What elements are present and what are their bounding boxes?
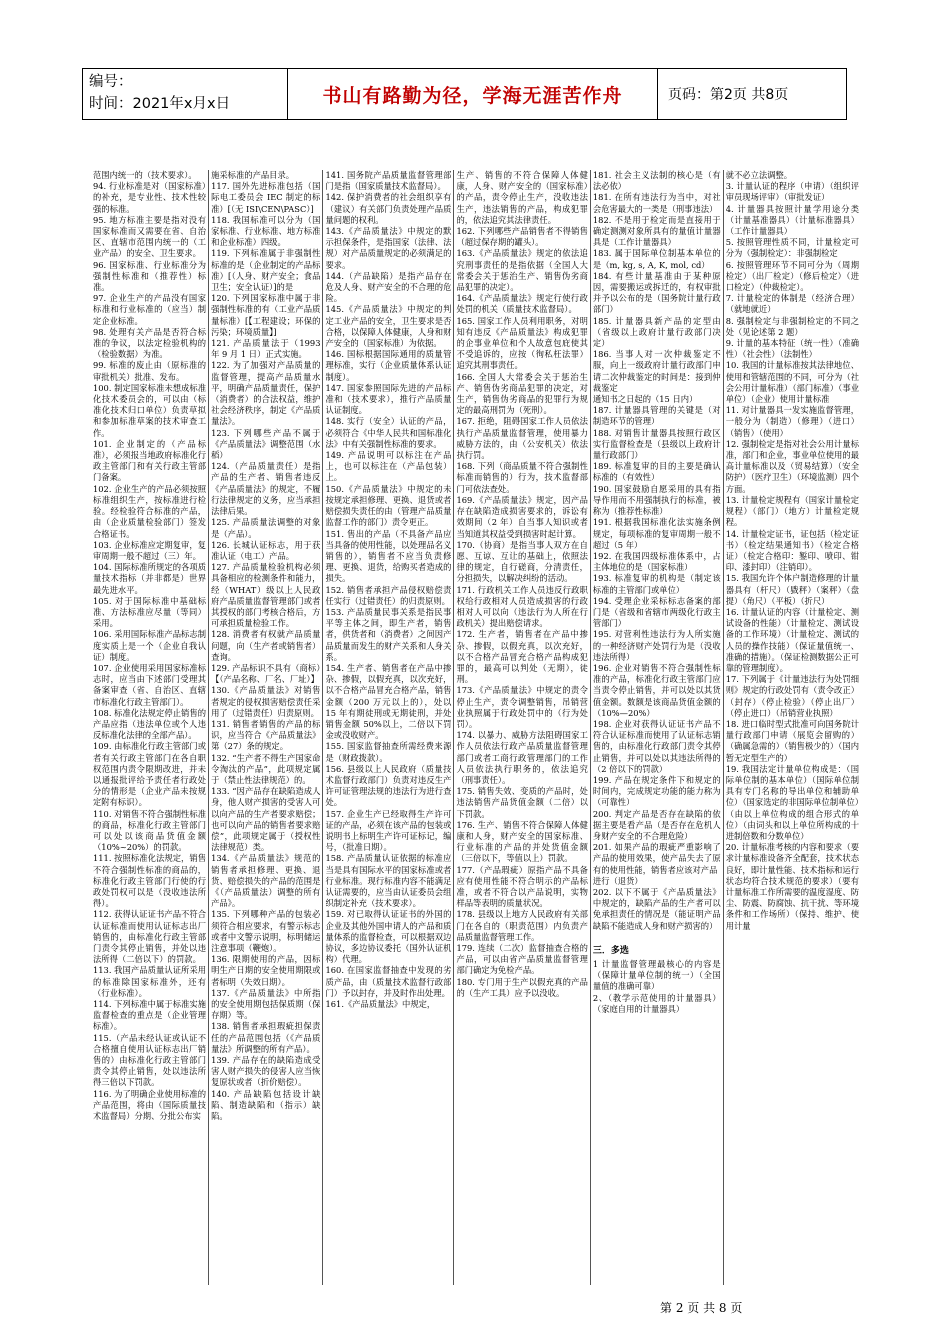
content-columns (91, 170, 861, 1285)
list-item: 152. 销售者承担产品侵权赔偿责任实行（过错责任）的归责原则。 (325, 584, 452, 606)
list-item: 168. 下列（商品质量不符合强制性标准而销售的）行为，技术监督部门可依法查处。 (456, 461, 588, 494)
list-item: 生产、销售的不符合保障人体健康，人身、财产安全的（国家标准）的产品，责令停止生产，没收违法生产，违法销售的产品，构成犯罪的，依法追究其法律责任。 (456, 170, 588, 225)
doc-number-label: 编号： (89, 74, 133, 90)
list-item: 126. 长城认证标志，用于获准认证（电工）产品。 (211, 539, 321, 561)
list-item: 144.（产品缺陷）是指产品存在危及人身、财产安全的不合理的危险。 (325, 270, 452, 304)
header-slogan: 书山有路勤为径，学海无涯苦作舟 (288, 69, 658, 119)
column-6 (723, 170, 861, 1285)
list-item: 146. 国标根据国际通用的质量管理标准，实行（企业质量体系认证制度）。 (325, 349, 452, 382)
list-item: 153. 产品质量民事关系是指民事平等主体之间，即生产者，销售者，供货者和（消费者）之间因产品质量而发生的财产关系和人身关系。 (325, 606, 452, 662)
section-title: 三．多选 (592, 945, 629, 956)
list-item: 121. 产品质量法于（1993 年 9 月 1 日）正式实施。 (211, 338, 321, 360)
list-item: 100. 制定国家标准未想成标准化技术委员会的，可以由（标准化技术归口单位）负责草拟和参加标准草案的技术审查工作。 (93, 382, 207, 438)
list-item: 202. 以下不属于《产品质量法》中规定的，缺陷产品的生产者可以免承担责任的情况是（能证明产品缺陷不能造成人身和财产损害的） (592, 887, 721, 931)
list-item: 106. 采用国际标准产品标志制度实质上是一个（企业自我认证）制度。 (93, 629, 207, 662)
list-item: 172. 生产者，销售者在产品中掺杂、掺假，以假充真，以次充好，以不合格产品冒充合格产品构成犯罪的，最高可以判处（无期），徒刑。 (456, 629, 588, 685)
list-item: 177.（产品瑕疵）原指产品不具备应有使用性能不符合明示的产品标准，或者不符合以产品说明，实物样品等表明的质量状况。 (456, 864, 588, 909)
list-item: 17. 下列属于《计量违法行为处罚细则》规定的行政处罚有（责令改正）（封存）（停止检验）（停止出厂）（停止进口）（吊销营业执照） (725, 674, 860, 718)
list-item: 就不必立法调整。 (725, 170, 793, 180)
list-item: 95. 地方标准主要是指对没有国家标准而又需要在省、自治区、直辖市范围内统一的（工业产品）的安全、卫生要求。 (93, 214, 207, 259)
list-item: 180. 专门用于生产以假充真的产品的（生产工具）应予以没收。 (456, 976, 588, 998)
list-item: 147. 国家参照国际先进的产品标准和（技术要求），推行产品质量认证制度。 (325, 382, 452, 416)
list-item: 127. 产品质量检验机构必须具备相应的检测条件和能力，经（WHAT）级以上人民政府产品质量监督管理部门或者其授权的部门考核合格后，方可承担质量检验工作。 (211, 562, 321, 629)
list-item: 15. 我国允许个体户制造修理的计量器具有（杆尺）（戥秤）（案秤）（盘提）（角尺）（平板）（折尺） (725, 573, 860, 606)
list-item: 119. 下列标准属于非强制性标准的是（企业制定的产品标准）[（人身、财产安全；食品卫生；安全认证）]的是 (211, 248, 321, 293)
list-item: 124.（产品质量责任）是指产品的生产者、销售者违反《产品质量法》的规定，不履行法律规定的义务，应当承担法律后果。 (211, 461, 321, 517)
list-item: 117. 国外先进标准包括（国际电工委员会 IEC 制定的标准）[（无 ISI\CEN\PASC）] (211, 181, 321, 214)
list-item: 137.《产品质量法》中所指的安全使用期包括保质期（保存期）等。 (211, 987, 321, 1021)
list-item: 181. 在所有违法行为当中，对社会危害最大的一类是（刑事违法） (592, 192, 721, 214)
list-item: 198. 企业对获得认证证书产品不符合认证标准而使用了认证标志销售的，由标准化行政部门责令其停止销售，并可以处以其违法所得的（2 倍以下的罚款） (592, 718, 721, 774)
list-item: 101. 企业制定的（产品标准），必须报当地政府标准化行政主管部门和有关行政主管部门备案。 (93, 438, 207, 483)
list-item: 155. 国家监督抽查所需经费来源是（财政拨款）。 (325, 741, 452, 763)
list-item: 114. 下列标准中属于标准实施监督检查的重点是（企业管理标准）。 (93, 999, 207, 1032)
list-item: 188. 对销售计量器具按照行政区实行监督检查是（县级以上政府计量行政部门） (592, 427, 721, 461)
column-5-items (593, 170, 721, 932)
list-item: 102. 企业生产的产品必须按照标准组织生产，按标准进行检验。经检验符合标准的产品，由（企业质量检验部门）签发合格证书。 (93, 483, 207, 539)
column-5 (590, 170, 723, 1285)
list-item: 170.（协商）是指当事人双方在自愿、互谅、互让的基础上，依照法律的规定，自行磋商，分清责任，分担损失，以解决纠纷的活动。 (456, 539, 588, 584)
list-item: 19. 我国法定计量单位构成是：（国际单位制的基本单位）（国际单位制具有专门名称的导出单位和辅助单位）（国家选定的非国际单位制单位）（由以上单位构成的组合形式的单位）（由词头和以上单位所构成的十进制倍数和分数单位） (725, 763, 860, 841)
list-item: 199. 产品在规定条件下和规定的时间内，完成规定功能的能力称为（可靠性） (592, 774, 721, 808)
column-1 (91, 170, 208, 1285)
list-item: 129. 产品标识不具有（商标）【（产品名称、厂名、厂址）】 (211, 662, 321, 685)
list-item: 190. 国家鼓励自愿采用的具有指导作用而不用强制执行的标准，被称为（推荐性标准） (592, 483, 721, 517)
list-item: 142. 保护消费者的社会组织享有（建议）有关部门负责处理产品质量问题的权利。 (325, 192, 452, 225)
list-item: 135. 下列哪种产品的包装必须符合相应要求，有警示标志或者中文警示说明，标明储运注意事项（鞭炮）。 (211, 909, 321, 954)
column-4 (453, 170, 589, 1285)
list-item: 通知书之日起的（15 日内） (592, 394, 698, 405)
list-item: 131. 销售者销售的产品的标识，应当符合《产品质量法》第（27）条的规定。 (211, 718, 321, 752)
list-item: 176. 生产、销售不符合保障人体健康和人身，财产安全的国家标准、行业标准的产品的并处货值金额（三倍以下，等值以上）罚款。 (456, 819, 588, 864)
list-item: 110. 对销售不符合强制性标准的商品，标准化行政主管部门可以处以该商品货值金额（10%~20%）的罚款。 (93, 808, 207, 853)
list-item: 157. 企业生产已经取得生产许可证的产品，必须在该产品的包装或说明书上标明生产许可证标记，编号，（批准日期）。 (325, 808, 452, 853)
list-item: 181. 社会主义法制的核心是（有法必依） (592, 170, 721, 192)
list-item: 5. 按照管理性质不同，计量检定可分为（强制检定）：非强制检定 (725, 237, 860, 259)
list-item: 138. 销售者承担瑕疵担保责任的产品范围包括（《产品质量法》所调整的所有产品）。 (211, 1021, 321, 1054)
list-item: 160. 在国家监督抽查中发现的劣质产品，由（质量技术监督行政部门）予以封存，并及时作出处理。 (325, 965, 452, 998)
list-item: 18. 进口临时型式批准可向国务院计量行政部门申请（展览会留购的）（确属急需的）（销售极少的）（国内暂无定型生产的） (725, 718, 860, 763)
list-item: 159. 对已取得认证证书的外国的企业及其他外国申请人的产品和质量体系的监督检查，可以根据双边协议，多边协议委托（国外认证机构）代理。 (325, 909, 452, 965)
list-item: 116. 为了明确企业使用标准的产品范围，将由（国际质量技术监督局）分期、分批公布实 (93, 1088, 207, 1122)
list-item: 201. 如果产品的瑕疵严重影响了产品的使用效果，使产品失去了原有的使用性能，销售者应该对产品 (592, 842, 721, 875)
list-item: 186. 当事人对一次仲裁鉴定不服，向上一级政府计量行政部门申请二次仲裁鉴定的时间是：接到仲裁鉴定 (592, 349, 721, 393)
list-item: 120. 下列国家标准中属于非强制性标准的有（工业产品质量标准）[【工程建设；环保的污染；环境质量】] (211, 293, 321, 337)
column-3 (322, 170, 453, 1285)
list-item: 111. 按照标准化法规定，销售不符合强制性标准的商品的，标准化行政主管部门行使的行政处罚权可以是（没收违法所得）。 (93, 853, 207, 909)
list-item: 173.《产品质量法》中规定的责令停止生产，责令调整销售，吊销营业执照属于行政处罚中的（行为处罚）。 (456, 685, 588, 729)
list-item: 99. 标准的废止由（原标准的审批机关）批准、发布。 (93, 360, 207, 382)
list-item: 150.《产品质量法》中规定的未按规定承担修理、更换、退货或者赔偿损失责任的由（管理产品质量监督工作的部门）责令更正。 (325, 483, 452, 528)
list-item: 98. 处理有关产品是否符合标准的争议，以法定检验机构的（检验数据）为准。 (93, 326, 207, 360)
list-item: 96. 国家标准、行业标准分为强制性标准和（推荐性）标准。 (93, 259, 207, 293)
column-2 (208, 170, 322, 1285)
list-item: 11. 对计量器具一发实施监督管理，一般分为（制造）（修理）（进口）（销售）（使用） (725, 405, 860, 438)
list-item: 130.《产品质量法》对销售者规定的侵权损害赔偿责任采用了（过错责任）归责原则。 (211, 685, 321, 718)
list-item: 108. 标准化法规定停止销售的产品应指（违法单位或个人违反标准化法律的全部产品）。 (93, 707, 207, 741)
list-item: 97. 企业生产的产品没有国家标准和行业标准的（应当）制定企业标准。 (93, 293, 207, 326)
list-item: 134.《产品质量法》规范的销售者承担修理、更换、退货、赔偿损失的产品的范围是《（产品质量法）调整的所有产品》。 (211, 853, 321, 909)
list-item: 109. 由标准化行政主管部门或者有关行政主管部门在各自职权范围内责令限期改进，并未以通报批评给予责任者行政处分的情形是（企业产品未按规定附有标识）。 (93, 741, 207, 808)
list-item: 6. 按照管理环节不同可分为（周期检定）（出厂检定）（修后检定）（进口检定）（仲裁检定）。 (725, 259, 860, 293)
list-item: 139. 产品存在的缺陷造成受害人财产损失的侵害人应当恢复原状或者（折价赔偿）。 (211, 1055, 321, 1088)
list-item: 118. 我国标准可以分为（国家标准、行业标准、地方标准和企业标准）四级。 (211, 214, 321, 248)
list-item: 165. 国家工作人员利用职务，对明知有违反《产品质量法》构成犯罪的企事业单位和个人故意包庇使其不受追诉的，应按（徇私枉法罪）追究其刑事责任。 (456, 315, 588, 371)
list-item: 105. 对于国际标准中基础标准、方法标准应尽量（等同）采用。 (93, 595, 207, 629)
list-item: 141. 国务院产品质量监督管理部门是指（国家质量技术监督局）。 (325, 170, 452, 192)
header-meta (83, 69, 288, 119)
list-item: 149. 产品说明可以标注在产品上，也可以标注在（产品包装）上。 (325, 450, 452, 483)
list-item: 103. 企业标准应定期复审，复审周期一般不超过（三）年。 (93, 539, 207, 561)
list-item: 14. 计量检定证书，证包括（检定证书）（检定结果通知书）（检定合格证）（检定合格印：錾印、喷印、钳印、漆封印）（注销印）。 (725, 528, 860, 573)
list-item: 174. 以暴力、威胁方法阻碍国家工作人员依法行政产品质量监督管理部门或者工商行政管理部门的工作人员依法执行职务的，依法追究（刑事责任）。 (456, 730, 588, 785)
list-item: 189. 标准复审的目的主要是确认标准的（有效性） (592, 461, 721, 483)
list-item: 132. “生产者不得生产国家命令淘汰的产品”，此项规定属于（禁止性法律规范）的。 (211, 752, 321, 785)
list-item: 113. 我国产品质量认证所采用的标准除国家标准外，还有（行业标准）。 (93, 965, 207, 998)
list-item: 107. 企业使用采用国家标准标志时，应当由下述部门受理其备案审查（省、自治区、直辖市标准化行政主管部门）。 (93, 662, 207, 707)
list-item: 196. 企业对销售不符合强制性标准的产品，标准化行政主管部门应当责令停止销售，并可以处以其货值金额。数额是该商品货值金额的（10%—20%） (592, 662, 721, 718)
list-item: 192. 在我国四级标准体系中，占主体地位的是（国家标准） (592, 550, 721, 573)
list-item: 175. 销售失效、变质的产品时，处违法销售产品货值金额（二倍）以下罚款。 (456, 786, 588, 819)
list-item: 193. 标准复审的机构是（制定该标准的主管部门或单位） (592, 573, 721, 595)
list-item: 13. 计量检定规程有（国家计量检定规程）（部门）（地方）计量检定规程。 (725, 494, 860, 528)
list-item: 158. 产品质量认证依据的标准应当是具有国际水平的国家标准或者行业标准。现行标准内容不能满足认证需要的，应当由认证委员会组织制定补充（技术要求）。 (325, 853, 452, 909)
list-item: 1 计量监督管理最核心的内容是（保障计量单位制的统一）（全国量值的准确可靠） (592, 959, 721, 992)
list-item: 122. 为了加强对产品质量的监督管理，提高产品质量水平，明确产品质量责任，保护（消费者）的合法权益，维护社会经济秩序，制定《产品质量法》。 (211, 360, 321, 427)
list-item: 9. 计量的基本特征（统一性）（准确性）（社会性）（法制性） (725, 338, 860, 360)
list-item: 施采标准的产品目录。 (211, 170, 295, 180)
time-label: 时间：2021年x月x日 (89, 96, 231, 112)
list-item: 4. 计量器具按照计量学用途分类（计量基准器具）（计量标准器具）（工作计量器具） (725, 203, 860, 237)
list-item: 185. 计量器具新产品的定型由（省级以上政府计量行政部门决定） (592, 315, 721, 349)
list-item: 20. 计量标准考核的内容和要求（要求计量标准设备齐全配套，技术状态良好，即计量性能、技术指标和运行状态均符合技术规范的要求）（要有计量标准工作所需要的温度湿度、防尘、防震、防腐蚀、抗干扰、等环境条件和工作场所）（保持、维护、使用计量 (725, 842, 860, 931)
list-item: 162. 下列哪些产品销售者不得销售（超过保存期的罐头）。 (456, 226, 588, 248)
list-item: 195. 对营利性违法行为人所实施的一种经济财产处罚行为是（没收违法所得） (592, 629, 721, 662)
list-item: 166. 全国人大常委会关于惩治生产、销售伪劣商品犯罪的决定，对生产，销售伪劣商品的犯罪行为规定的最高刑罚为（死刑）。 (456, 371, 588, 416)
header-page-number: 页码：第2页 共8页 (668, 87, 789, 103)
list-item: 140. 产品缺陷包括设计缺陷、制造缺陷和（指示）缺陷。 (211, 1088, 321, 1122)
list-item: 171. 行政机关工作人员违反行政职权给行政相对人员造成损害的行政相对人可以向（违法行为人所在行政机关）提出赔偿请求。 (456, 584, 588, 629)
list-item: 164.《产品质量法》规定行使行政处罚的机关（质量技术监督局）。 (456, 293, 588, 315)
list-item: 133. “因产品存在缺陷造成人身，他人财产损害的受害人可以向产品的生产者要求赔偿；也可以向产品的销售者要求赔偿”，此项规定属于（授权性法律规范）类。 (211, 786, 321, 853)
list-item: 8. 强制检定与非强制检定的不同之处（见论述第 2 题） (725, 315, 860, 337)
list-item: 16. 计量认证的内容（计量检定、测试设备的性能）（计量检定、测试设备的工作环境）（计量检定、测试的人员的操作技能）（保证量值统一、准确的措施）。（保证检测数据公正可靠的管理制度）。 (725, 606, 860, 673)
list-item: 125. 产品质量法调整的对象是（产品）。 (211, 517, 321, 539)
list-item: 187. 计量器具管理的关键是（对制造环节的管理） (592, 405, 721, 427)
list-item: 94. 行业标准是对（国家标准）的补充，是专业性、技术性较强的标准。 (93, 181, 207, 214)
multi-select-items (593, 959, 721, 1015)
list-item: 182. 不是用于检定而是直接用于确定测测对象所具有的量值计量器具是（工作计量器具） (592, 214, 721, 248)
list-item: 143.《产品质量法》中规定的默示担保条件，是指国家（法律、法规）对产品质量规定的必须满足的要求。 (325, 226, 452, 270)
list-item: 191. 根据我国标准化法实施条例规定，每项标准的复审周期一般不超过（5 年） (592, 517, 721, 550)
list-item: 154. 生产者、销售者在产品中掺杂、掺假，以假充真，以次充好，以不合格产品冒充合格产品，销售金额（200 万元以上的），处以 15 年有期徒刑或无期徒刑，并处销售金额 50%以上，二倍以下罚金或没收财产。 (325, 662, 452, 741)
list-item: 163.《产品质量法》规定的依法追究刑事责任的是指依据（全国人大常委会关于惩治生产、销售伪劣商品犯罪的决定）。 (456, 248, 588, 293)
list-item: 151. 售出的产品（不具备产品应当具备的使用性能，以处理品名义销售的），销售者不应当负责修理、更换、退货，给购买者造成的损失。 (325, 528, 452, 584)
list-item: 10. 我国的计量标准按其法律地位、使用和管辖范围的不同，可分为（社会公用计量标准）（部门标准）（事业单位）（企业）使用计量标准 (725, 360, 860, 405)
list-item: 7. 计量检定的体制是（经济合理）（就地就近） (725, 293, 860, 315)
page-header (82, 68, 847, 120)
list-item: 3. 计量认证的程序（申请）（组织评审员现场评审）（审批发证） (725, 181, 860, 203)
list-item: 184. 有些计量基准由于某种原因，需要搬运或拆迁的，有权审批并予以公布的是（国务院计量行政部门） (592, 270, 721, 315)
page-footer: 第 2 页 共 8 页 (660, 1301, 743, 1315)
list-item: 104. 国际标准所规定的各项质量技术指标（并非都是）世界最先进水平。 (93, 562, 207, 595)
list-item: 194. 受理企业采标标志备案的部门是（省级和省辖市两级化行政主管部门） (592, 595, 721, 629)
list-item: 112. 获得认证证书产品不符合认证标准而使用认证标志出厂销售的，由标准化行政主管部门责令其停止销售，并处以违法所得（二倍以下）的罚款。 (93, 909, 207, 965)
list-item: 161.《产品质量法》中规定， (325, 999, 436, 1010)
list-item: 179. 连续（二次）监督抽查合格的产品，可以由省产品质量监督管理部门确定为免检产品。 (456, 943, 588, 976)
list-item: 200. 判定产品是否存在缺陷的依据主要是看产品（是否存在危机人身财产安全的不合理危险） (592, 808, 721, 841)
list-item: 183. 属于国际单位制基本单位的是（m, kg, s, A, K, mol, cd） (592, 248, 721, 270)
list-item: 178. 县级以上地方人民政府有关部门在各自的（职责范围）内负责产品质量监督管理工作。 (456, 909, 588, 942)
list-item: 2、（教学示范使用的计量器具）（家庭自用的计量器具） (592, 992, 721, 1014)
list-item: 128. 消费者有权就产品质量问题，向（生产者或销售者）查询。 (211, 629, 321, 662)
list-item: 148. 实行（安全）认证的产品，必须符合《中华人民共和国标准化法》中有关强制性标准的要求。 (325, 416, 452, 449)
list-item: 115.（产品未经认证或认证不合格擅自使用认证标志出厂销售的）由标准化行政主管部门责令其停止销售，处以违法所得三倍以下罚款。 (93, 1032, 207, 1088)
list-item: 156. 县级以上人民政府（质量技术监督行政部门）负责对违反生产许可证管理法规的违法行为进行查处。 (325, 763, 452, 808)
list-item: 123. 下列哪些产品不属于《产品质量法》调整范围（水稻） (211, 427, 321, 461)
list-item: 145.《产品质量法》中规定的判定工业产品的安全，卫生要求是否合格，以保障人体健康，人身和财产安全的（国家标准）为依据。 (325, 304, 452, 349)
list-item: 12. 强制检定是指对社会公用计量标准，部门和企业，事业单位使用的最高计量标准以及（贸易结算）（安全防护）（医疗卫生）（环境监测）四个方面。 (725, 438, 860, 494)
list-item: 169.《产品质量法》规定，因产品存在缺陷造成损害要求的，诉讼有效期间（2 年）自当事人知识或者当知道其权益受到损害时起计算。 (456, 494, 588, 539)
list-item: 136. 限期使用的产品，因标明生产日期的安全使用期限或者标明（失效日期）。 (211, 954, 321, 987)
list-item: 167. 拒绝，阻碍国家工作人员依法执行产品质量监督管理，使用暴力威胁方法的，由（公安机关）依法执行罚。 (456, 416, 588, 461)
list-item: 进行（退货） (592, 875, 643, 886)
list-item: 范围内统一的（技术要求）。 (93, 170, 197, 180)
